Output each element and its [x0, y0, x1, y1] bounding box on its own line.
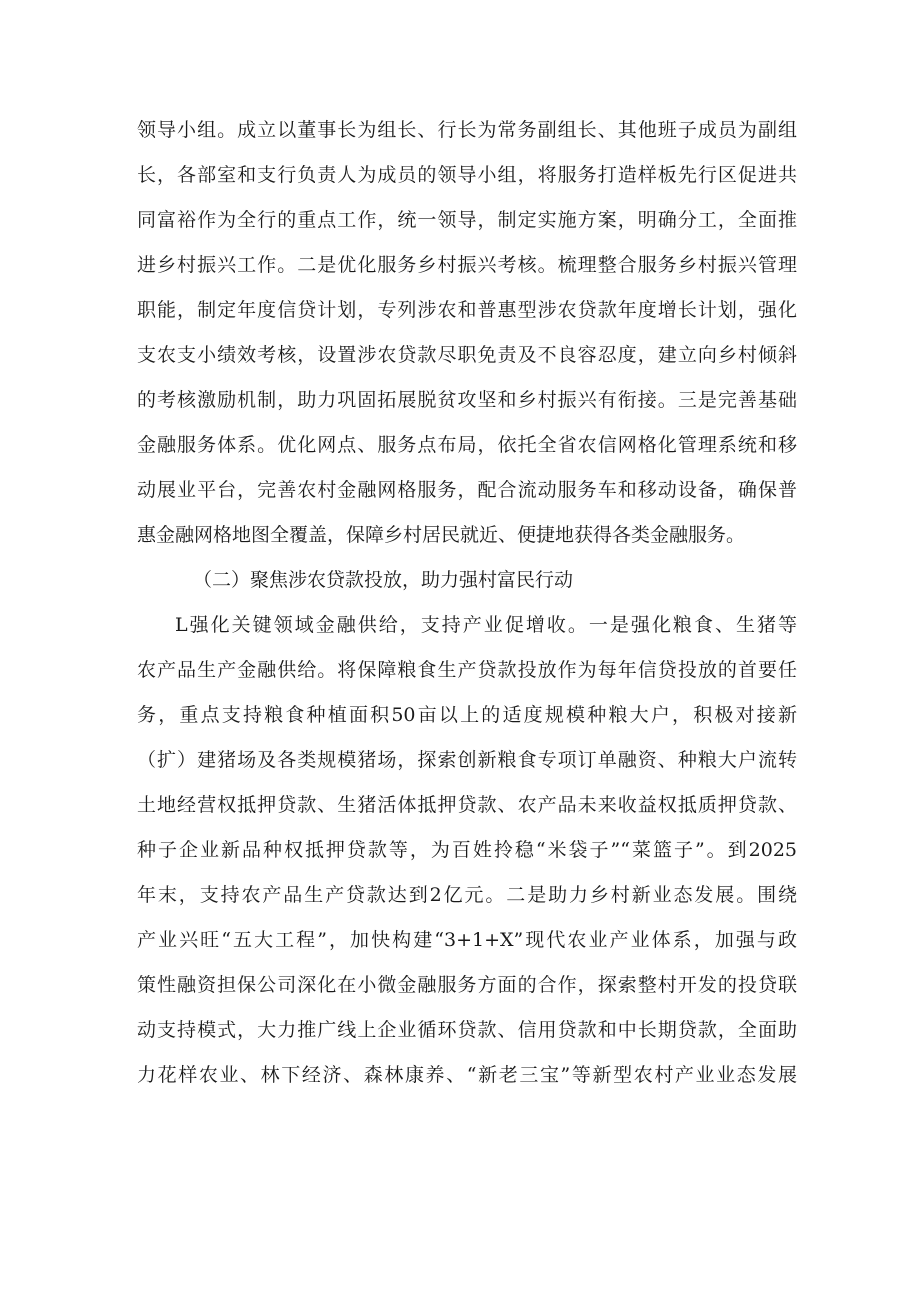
paragraph-line: 土地经营权抵押贷款、生猪活体抵押贷款、农产品未来收益权抵质押贷款、 [137, 794, 797, 816]
paragraph-line: 职能，制定年度信贷计划，专列涉农和普惠型涉农贷款年度增长计划，强化 [137, 299, 797, 321]
paragraph-line: 金融服务体系。优化网点、服务点布局，依托全省农信网格化管理系统和移 [137, 434, 797, 456]
paragraph-line: L强化关键领域金融供给，支持产业促增收。一是强化粮食、生猪等 [175, 614, 797, 636]
paragraph-line: 农产品生产金融供给。将保障粮食生产贷款投放作为每年信贷投放的首要任 [137, 659, 797, 681]
paragraph-line: （扩）建猪场及各类规模猪场，探索创新粮食专项订单融资、种粮大户流转 [137, 749, 797, 771]
paragraph-line: 长，各部室和支行负责人为成员的领导小组，将服务打造样板先行区促进共 [137, 164, 797, 186]
paragraph-line: 动支持模式，大力推广线上企业循环贷款、信用贷款和中长期贷款，全面助 [137, 1019, 797, 1041]
paragraph-line: 策性融资担保公司深化在小微金融服务方面的合作，探索整村开发的投贷联 [137, 974, 797, 996]
paragraph-line: 惠金融网格地图全覆盖，保障乡村居民就近、便捷地获得各类金融服务。 [137, 524, 746, 546]
paragraph-line: 进乡村振兴工作。二是优化服务乡村振兴考核。梳理整合服务乡村振兴管理 [137, 254, 797, 276]
paragraph-line: 产业兴旺“五大工程”，加快构建“3+1+X”现代农业产业体系，加强与政 [137, 929, 797, 951]
paragraph-line: 务，重点支持粮食种植面积50亩以上的适度规模种粮大户，积极对接新 [137, 704, 797, 726]
paragraph-line: 支农支小绩效考核，设置涉农贷款尽职免责及不良容忍度，建立向乡村倾斜 [137, 344, 797, 366]
paragraph-line: 动展业平台，完善农村金融网格服务，配合流动服务车和移动设备，确保普 [137, 479, 797, 501]
paragraph-line: 种子企业新品种权抵押贷款等，为百姓拎稳“米袋子”“菜篮子”。到2025 [137, 839, 797, 861]
paragraph-line: 力花样农业、林下经济、森林康养、“新老三宝”等新型农村产业业态发展 [137, 1064, 797, 1086]
paragraph-line: 的考核激励机制，助力巩固拓展脱贫攻坚和乡村振兴有衔接。三是完善基础 [137, 389, 797, 411]
paragraph-line: 领导小组。成立以董事长为组长、行长为常务副组长、其他班子成员为副组 [137, 119, 797, 141]
paragraph-line: 年末，支持农产品生产贷款达到2亿元。二是助力乡村新业态发展。围绕 [137, 884, 797, 906]
section-heading: （二）聚焦涉农贷款投放，助力强村富民行动 [193, 569, 574, 591]
paragraph-line: 同富裕作为全行的重点工作，统一领导，制定实施方案，明确分工，全面推 [137, 209, 797, 231]
